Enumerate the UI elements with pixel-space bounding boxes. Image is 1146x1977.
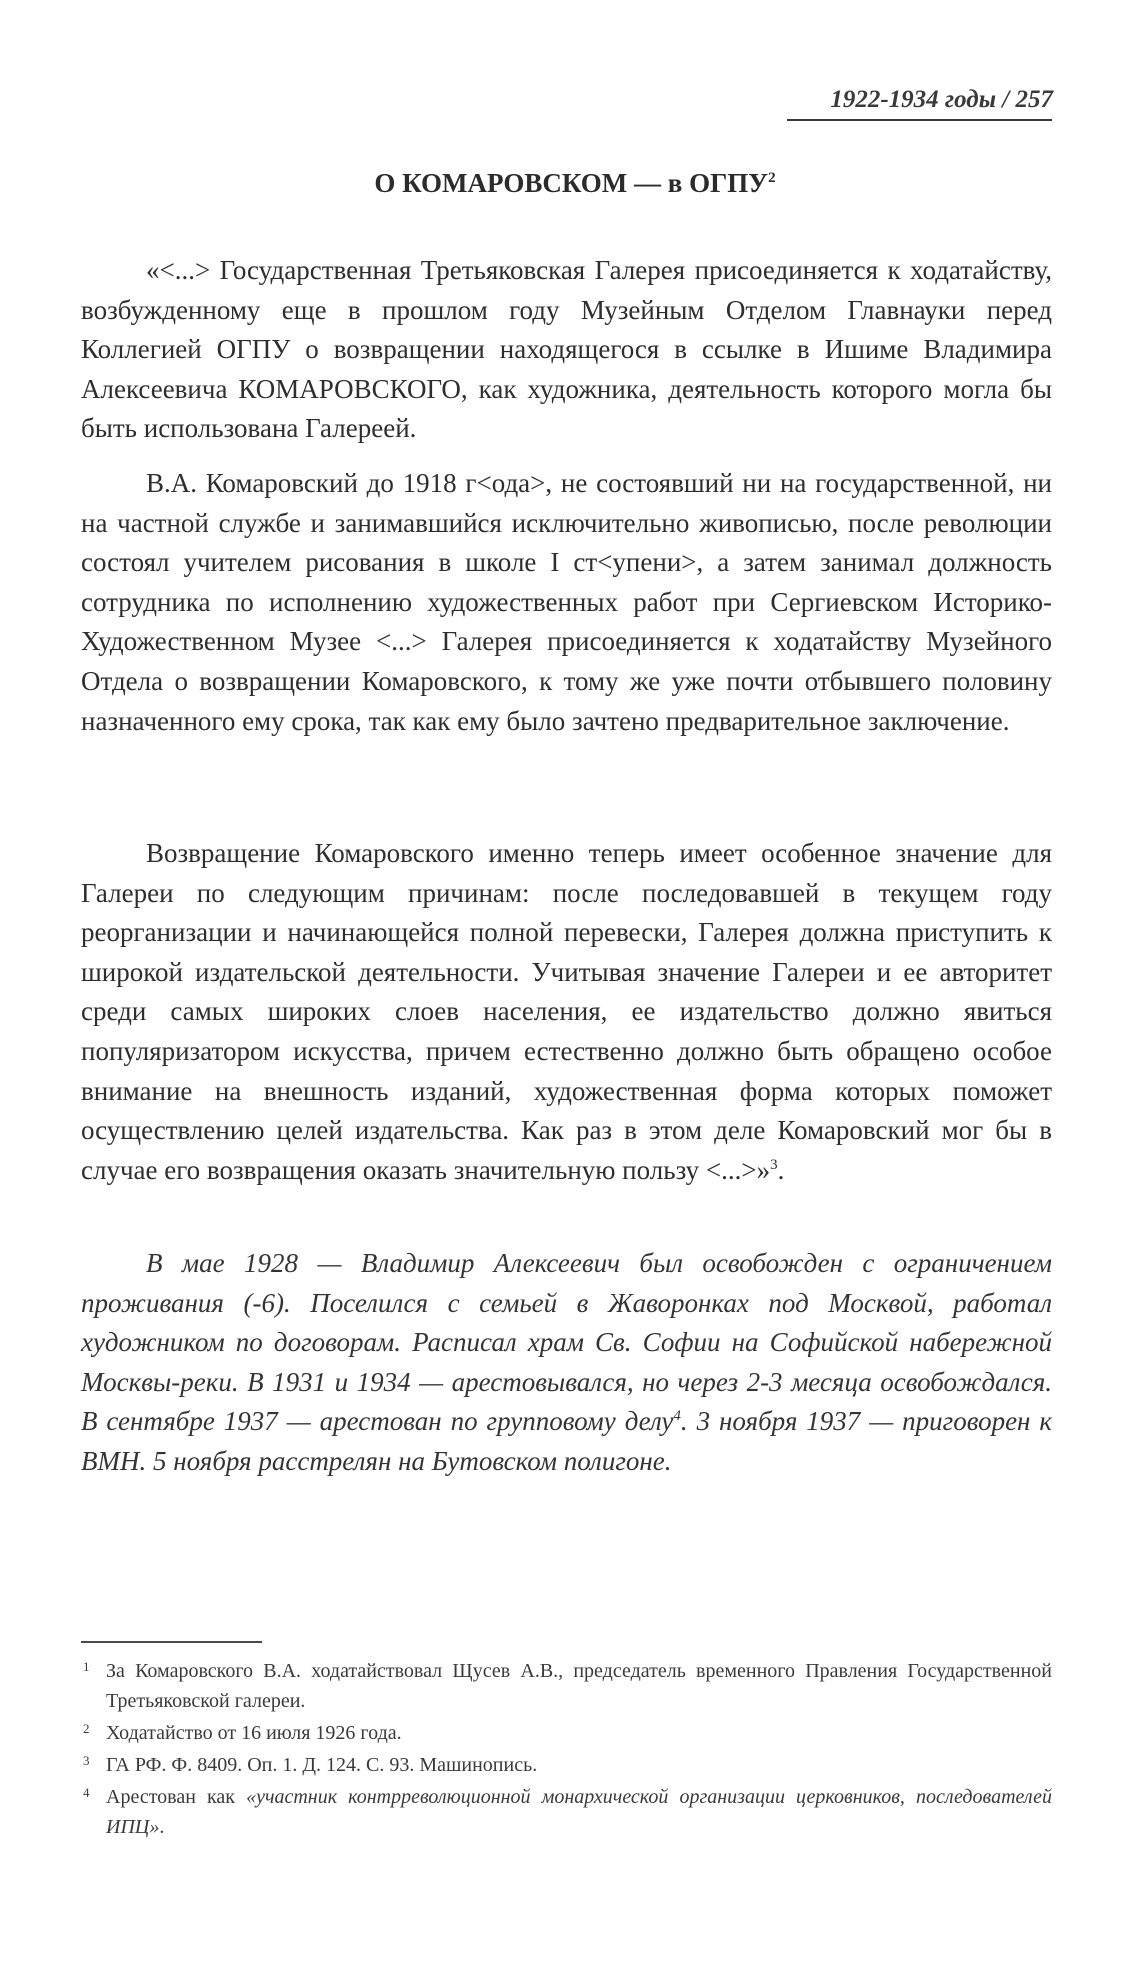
- footnote-3-text: ГА РФ. Ф. 8409. Оп. 1. Д. 124. С. 93. Машинопись.: [106, 1754, 538, 1776]
- footnote-2-mark: 2: [83, 1721, 90, 1736]
- footnote-3-mark: 3: [83, 1753, 90, 1768]
- commentary-text: В мае 1928 — Владимир Алексеевич был освобожден с ограничением проживания (-6). Поселился с семьей в Жаворонках под Москвой, работал художником по договорам. Расписал храм Св. Софии на Софийской набережной Москвы-реки. В 1931 и 1934 — арестовывался, но через 2-3 месяца освобождался. В сентябре 1937 — арестован по групповому делу: [81, 1248, 1052, 1437]
- paragraph-2: [81, 464, 1052, 741]
- document-title: [80, 168, 1070, 198]
- commentary-text-after: . 3 ноября 1937 — приговорен к ВМН. 5 ноября расстрелян на Бутовском полигоне.: [81, 1406, 1053, 1476]
- footnote-4: [81, 1782, 1052, 1842]
- footnote-4-mark: 4: [83, 1785, 90, 1800]
- paragraph-3: Возвращение Комаровского именно теперь имеет особенное значение для Галереи по следующим причинам: после последовавшей в текущем году реорганизации и начинающейся полной перевески, Галерея должна приступить к широкой издательской деятельности. Учитывая значение Галереи и ее авторитет среди самых широких слоев населения, ее издательство должно явиться популяризатором искусства, причем естественно должно быть обращено особое внимание на внешность изданий, художественная форма которых поможет осуществлению целей издательства. Как раз в этом деле Комаровский мог бы в случае его возвращения оказать значительную пользу <...>»$^3$.: [81, 838, 1052, 1185]
- paragraph-1-text: «<...> Государственная Третьяковская Галерея присоединяется к ходатайству, возбужденному еще в прошлом году Музейным Отделом Главнауки перед Коллегией ОГПУ о возвращении находящегося в ссылке в Ишиме Владимира Алексеевича КОМАРОВСКОГО, как художника, деятельность которого могла бы быть использована Галереей.: [81, 255, 1052, 444]
- footnote-1-text: За Комаровского В.А. ходатайствовал Щусев А.В., председатель временного Правления Государственной Третьяковской галереи.: [106, 1660, 1052, 1712]
- paragraph-1: [81, 251, 1052, 449]
- footnote-2-text: Ходатайство от 16 июля 1926 года.: [106, 1722, 402, 1744]
- footnotes: [81, 1656, 1052, 1844]
- footnote-4-text: Арестован как: [106, 1786, 247, 1808]
- paragraph-2-text: В.А. Комаровский до 1918 г<ода>, не состоявший ни на государственной, ни на частной службе и занимавшийся исключительно живописью, после революции состоял учителем рисования в школе I ст<упени>, а затем занимал должность сотрудника по исполнению художественных работ при Сергиевском Историко-Художественном Музее <...> Галерея присоединяется к ходатайству Музейного Отдела о возвращении Комаровского, к тому же уже почти отбывшего половину назначенного ему срока, так как ему было зачтено предварительное заключение.: [81, 468, 1052, 736]
- footnote-3: [81, 1750, 1052, 1780]
- commentary-note-mark: 4: [673, 1408, 681, 1425]
- document-title-text: О КОМАРОВСКОМ — в ОГПУ: [374, 168, 769, 198]
- paragraph-3-note-mark: 3: [770, 1156, 778, 1173]
- running-head-rule: [787, 119, 1052, 121]
- title-note-mark: 2: [768, 170, 776, 186]
- running-head: 1922-1934 годы / 257: [830, 86, 1053, 113]
- commentary-paragraph: [81, 1244, 1052, 1482]
- footnote-1: [81, 1656, 1052, 1716]
- footnote-2: [81, 1718, 1052, 1748]
- footnote-4-quote: «участник контрреволюционной монархической организации церковников, последователей ИПЦ»: [106, 1786, 1052, 1838]
- footnote-rule: [81, 1641, 262, 1643]
- footnote-1-mark: 1: [83, 1659, 90, 1674]
- footnote-4-text-after: .: [159, 1816, 165, 1838]
- paragraph-3-text: Возвращение Комаровского именно теперь имеет особенное значение для Галереи по следующим причинам: после последовавшей в текущем году реорганизации и начинающейся полной перевески, Галерея должна приступить к широкой издательской деятельности. Учитывая значение Галереи и ее авторитет среди самых широких слоев населения, ее издательство должно явиться популяризатором искусства, причем естественно должно быть обращено особое внимание на внешность изданий, художественная форма которых поможет осуществлению целей издательства. Как раз в этом деле Комаровский мог бы в случае его возвращения оказать значительную пользу <...>»: [81, 838, 1052, 1185]
